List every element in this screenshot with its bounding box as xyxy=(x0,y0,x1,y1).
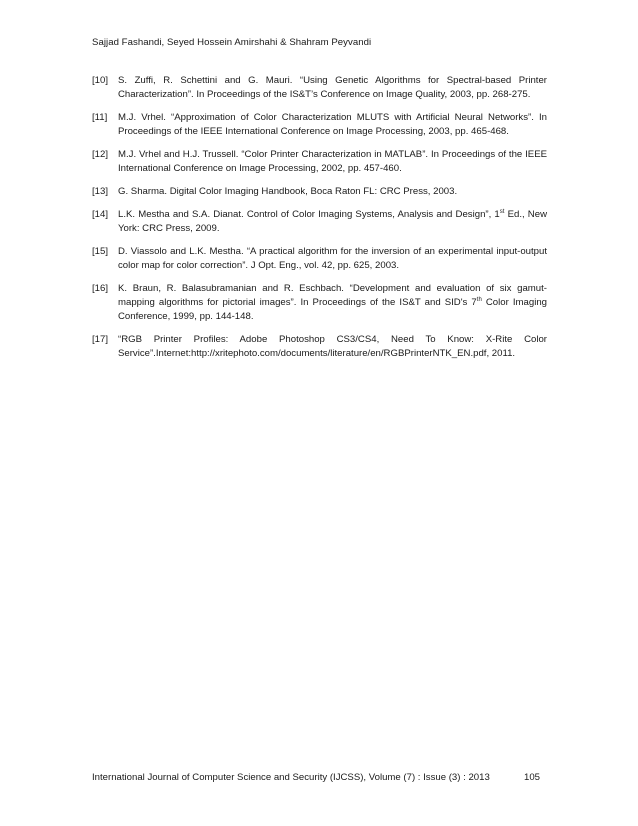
reference-number: [11] xyxy=(92,112,108,123)
reference-text: M.J. Vrhel and H.J. Trussell. “Color Printer Characterization in MATLAB”. In Proceedings of the IEEE International Conference on Image Processing, 2002, pp. 457-460. xyxy=(118,149,547,174)
reference-number: [12] xyxy=(92,149,109,160)
ordinal-superscript: st xyxy=(499,209,505,215)
reference-text-part: L.K. Mestha and S.A. Dianat. Control of Color Imaging Systems, Analysis and Design”, 1 xyxy=(118,209,500,220)
reference-item xyxy=(92,148,547,176)
reference-text-part: K. Braun, R. Balasubramanian and R. Eschbach. “Development and evaluation of six gamut-mapping algorithms for pictorial images”. In Proceedings of the IS&T and SID's 7 xyxy=(118,283,547,308)
reference-item xyxy=(92,185,547,199)
reference-text xyxy=(118,283,547,322)
reference-number: [15] xyxy=(92,246,109,257)
reference-number: [16] xyxy=(92,283,109,294)
reference-number: [10] xyxy=(92,75,109,86)
reference-text-part: Color Imaging Conference, 1999, pp. 144-148. xyxy=(118,297,548,322)
reference-text: G. Sharma. Digital Color Imaging Handbook, Boca Raton FL: CRC Press, 2003. xyxy=(118,186,458,197)
reference-text-part: Ed., New York: CRC Press, 2009. xyxy=(118,209,548,234)
reference-text: “RGB Printer Profiles: Adobe Photoshop CS3/CS4, Need To Know: X-Rite Color Service”.Internet:http://xritephoto.com/documents/literature/en/RGBPrinterNTK_EN.pdf, 2011. xyxy=(118,334,547,359)
reference-item xyxy=(92,208,547,236)
reference-item xyxy=(92,245,547,273)
reference-text: M.J. Vrhel. “Approximation of Color Characterization MLUTS with Artificial Neural Networks”. In Proceedings of the IEEE International Conference on Image Processing, 2003, pp. 465-468. xyxy=(118,112,547,137)
ordinal-superscript: th xyxy=(476,297,482,303)
reference-list xyxy=(92,74,547,370)
reference-item xyxy=(92,333,547,361)
reference-number: [13] xyxy=(92,186,109,197)
running-header-authors: Sajjad Fashandi, Seyed Hossein Amirshahi & Shahram Peyvandi xyxy=(92,37,372,48)
reference-text xyxy=(118,209,547,234)
reference-text: D. Viassolo and L.K. Mestha. “A practical algorithm for the inversion of an experimental input-output color map for color correction”. J Opt. Eng., vol. 42, pp. 625, 2003. xyxy=(118,246,547,271)
reference-number: [17] xyxy=(92,334,109,345)
footer-page-number: 105 xyxy=(524,772,541,783)
reference-item xyxy=(92,74,547,102)
reference-item xyxy=(92,282,547,324)
reference-number: [14] xyxy=(92,209,109,220)
reference-text: S. Zuffi, R. Schettini and G. Mauri. “Using Genetic Algorithms for Spectral-based Printer Characterization”. In Proceedings of the IS&T’s Conference on Image Quality, 2003, pp. 268-275. xyxy=(118,75,547,100)
reference-item xyxy=(92,111,547,139)
footer-journal-citation: International Journal of Computer Science and Security (IJCSS), Volume (7) : Issue (3) : 2013 xyxy=(92,772,490,783)
